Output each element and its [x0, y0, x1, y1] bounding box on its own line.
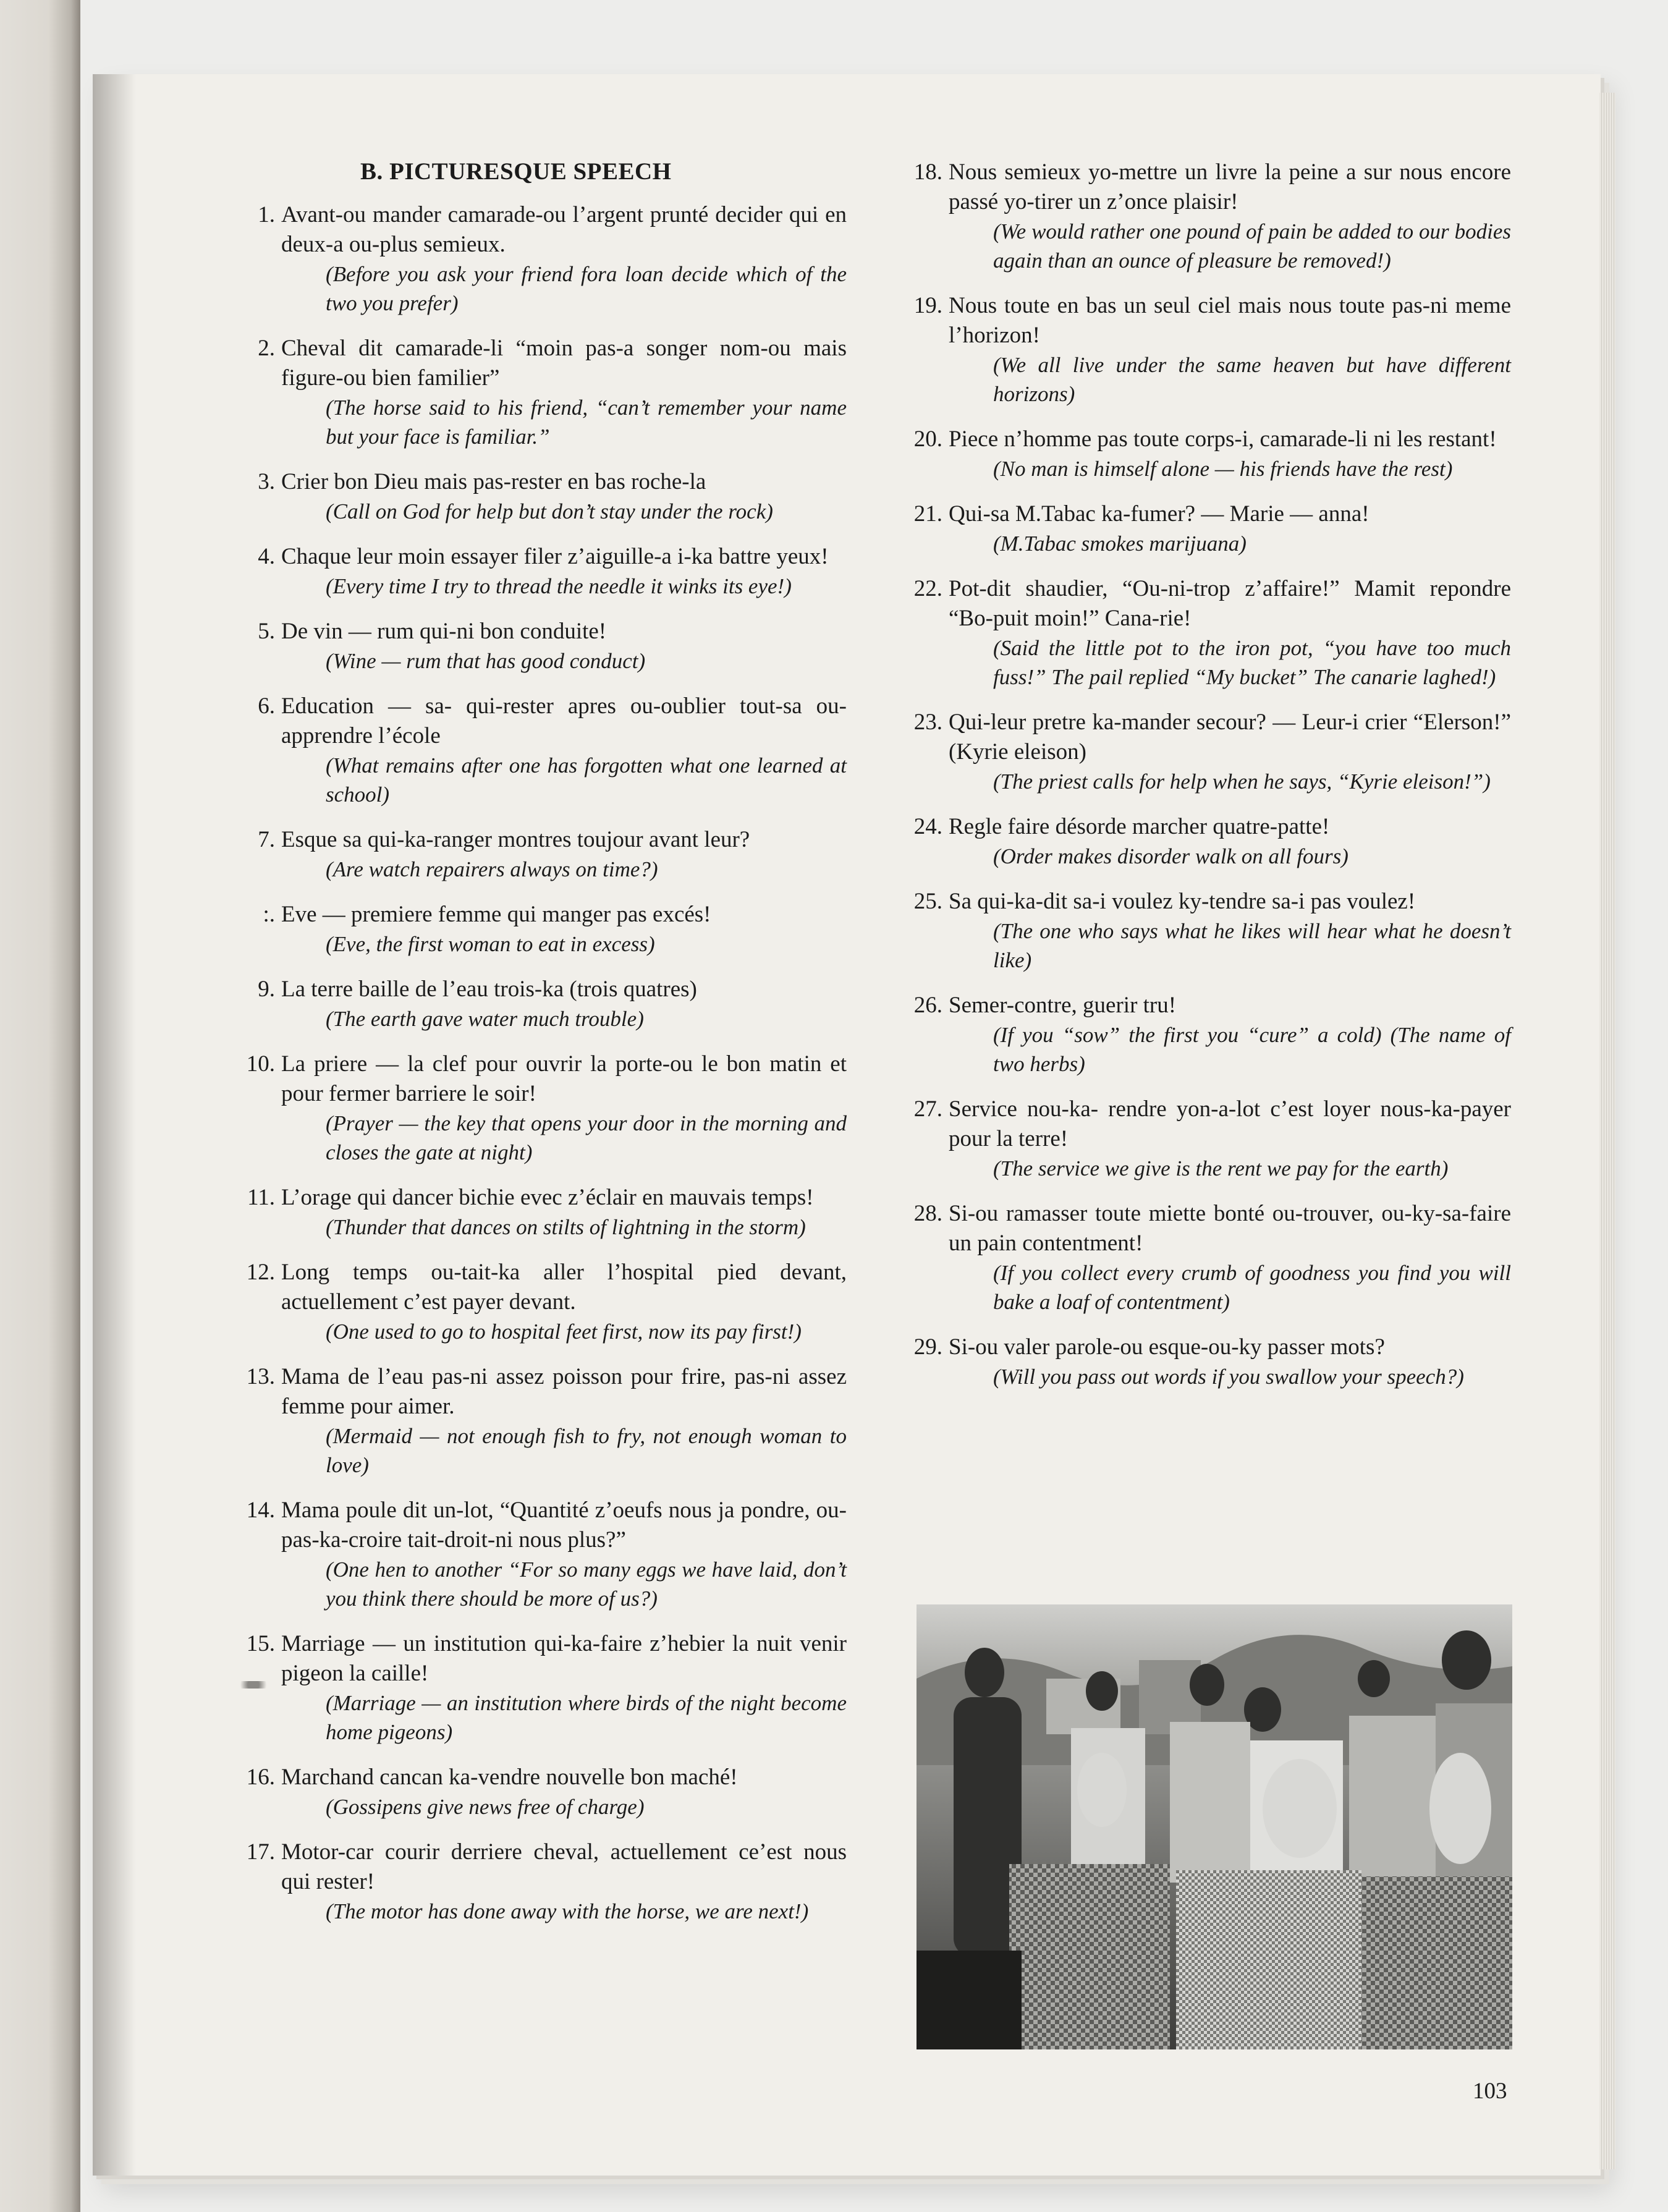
proverb-number: 2. [258, 336, 275, 361]
proverb-english-translation: (Eve, the first woman to eat in excess) [326, 932, 655, 956]
left-column [226, 158, 847, 1942]
proverb-entry [226, 1837, 847, 1926]
proverb-creole-text: L’orage qui dancer bichie evec z’éclair en mauvais temps! [281, 1185, 814, 1210]
proverb-english-translation: (Said the little pot to the iron pot, “you have too much fuss!” The pail replied “My bucket” The canarie laghed!) [993, 636, 1511, 689]
proverb-creole-text: Avant-ou mander camarade-ou l’argent prunté decider qui en deux-a ou-plus semieux. [281, 202, 847, 257]
proverb-english-translation: (One used to go to hospital feet first, now its pay first!) [326, 1320, 802, 1344]
proverb-creole-text: Esque sa qui-ka-ranger montres toujour avant leur? [281, 827, 750, 852]
proverb-list-left [226, 200, 847, 1926]
proverb-english-translation: (Thunder that dances on stilts of lightning in the storm) [326, 1215, 806, 1239]
proverb-english-translation: (Marriage — an institution where birds of the night become home pigeons) [326, 1691, 847, 1744]
proverb-creole-text: La terre baille de l’eau trois-ka (trois quatres) [281, 977, 697, 1002]
proverb-entry [893, 499, 1511, 558]
proverb-creole-text: Nous toute en bas un seul ciel mais nous toute pas-ni meme l’horizon! [949, 293, 1511, 348]
proverb-number: 13. [246, 1364, 275, 1389]
proverb-number: 1. [258, 202, 275, 227]
proverb-creole-text: Service nou-ka- rendre yon-a-lot c’est loyer nous-ka-payer pour la terre! [949, 1096, 1511, 1151]
proverb-english-translation: (Are watch repairers always on time?) [326, 857, 658, 881]
proverb-entry [226, 900, 847, 959]
proverb-entry [893, 1199, 1511, 1316]
proverb-number: 7. [258, 827, 275, 852]
proverb-number: 10. [246, 1051, 275, 1077]
proverb-english-translation: (Wine — rum that has good conduct) [326, 649, 646, 673]
proverb-creole-text: Cheval dit camarade-li “moin pas-a songer nom-ou mais figure-ou bien familier” [281, 336, 847, 391]
proverb-entry [226, 825, 847, 884]
facing-page-edge [0, 0, 80, 2212]
scan-speck [235, 1681, 272, 1689]
section-title: B. PICTURESQUE SPEECH [360, 158, 672, 185]
proverb-english-translation: (We would rather one pound of pain be added to our bodies again than an ounce of pleasure be removed!) [993, 219, 1511, 273]
proverb-english-translation: (The earth gave water much trouble) [326, 1007, 644, 1031]
proverb-english-translation: (Prayer — the key that opens your door in the morning and closes the gate at night) [326, 1111, 847, 1164]
proverb-number: 14. [246, 1498, 275, 1523]
proverb-entry [226, 692, 847, 809]
proverb-number: 22. [913, 576, 942, 601]
proverb-number: 18. [913, 159, 942, 185]
proverb-creole-text: Piece n’homme pas toute corps-i, camarade-li ni les restant! [949, 426, 1497, 452]
proverb-creole-text: Marriage — un institution qui-ka-faire z’hebier la nuit venir pigeon la caille! [281, 1631, 847, 1686]
proverb-creole-text: Long temps ou-tait-ka aller l’hospital pied devant, actuellement c’est payer devant. [281, 1260, 847, 1315]
proverb-entry [226, 467, 847, 526]
proverb-english-translation: (We all live under the same heaven but have different horizons) [993, 353, 1511, 406]
proverb-number: 25. [913, 889, 942, 914]
proverb-entry [893, 1333, 1511, 1391]
proverb-english-translation: (What remains after one has forgotten what one learned at school) [326, 753, 847, 807]
proverb-creole-text: Si-ou valer parole-ou esque-ou-ky passer mots? [949, 1334, 1385, 1360]
proverb-entry [893, 1095, 1511, 1183]
proverb-number: 16. [246, 1765, 275, 1790]
proverb-entry [226, 200, 847, 318]
proverb-entry [893, 158, 1511, 275]
proverb-entry [226, 1362, 847, 1480]
proverb-creole-text: La priere — la clef pour ouvrir la porte-ou le bon matin et pour fermer barriere le soir! [281, 1051, 847, 1106]
proverb-number: 24. [913, 814, 942, 839]
proverb-entry [226, 1763, 847, 1821]
proverb-entry [226, 1629, 847, 1747]
proverb-entry [226, 542, 847, 601]
proverb-creole-text: Chaque leur moin essayer filer z’aiguille-a i-ka battre yeux! [281, 544, 829, 569]
proverb-creole-text: Motor-car courir derriere cheval, actuellement ce’est nous qui rester! [281, 1839, 847, 1894]
proverb-number: 15. [246, 1631, 275, 1656]
proverb-number: 3. [258, 469, 275, 494]
proverb-number: 26. [913, 993, 942, 1018]
proverb-english-translation: (Before you ask your friend fora loan decide which of the two you prefer) [326, 262, 847, 315]
proverb-english-translation: (If you collect every crumb of goodness you find you will bake a loaf of contentment) [993, 1261, 1511, 1314]
proverb-number: 20. [913, 426, 942, 452]
proverb-number: 27. [913, 1096, 942, 1122]
proverb-number: 11. [247, 1185, 275, 1210]
photo [917, 1604, 1512, 2049]
proverb-creole-text: Si-ou ramasser toute miette bonté ou-trouver, ou-ky-sa-faire un pain contentment! [949, 1201, 1511, 1256]
proverb-english-translation: (One hen to another “For so many eggs we have laid, don’t you think there should be more of us?) [326, 1557, 847, 1611]
proverb-list-right [893, 158, 1511, 1391]
proverb-creole-text: Mama de l’eau pas-ni assez poisson pour frire, pas-ni assez femme pour aimer. [281, 1364, 847, 1419]
proverb-entry [226, 1258, 847, 1346]
proverb-english-translation: (Every time I try to thread the needle it winks its eye!) [326, 574, 792, 598]
proverb-english-translation: (If you “sow” the first you “cure” a cold) (The name of two herbs) [993, 1023, 1511, 1076]
proverb-english-translation: (M.Tabac smokes marijuana) [993, 532, 1247, 556]
proverb-number: 21. [913, 501, 942, 527]
proverb-creole-text: Sa qui-ka-dit sa-i voulez ky-tendre sa-i pas voulez! [949, 889, 1416, 914]
proverb-english-translation: (Will you pass out words if you swallow your speech?) [993, 1365, 1464, 1389]
proverb-number: 6. [258, 693, 275, 719]
proverb-english-translation: (The service we give is the rent we pay for the earth) [993, 1156, 1449, 1180]
proverb-creole-text: Eve — premiere femme qui manger pas excés! [281, 902, 711, 927]
proverb-creole-text: Education — sa- qui-rester apres ou-oublier tout-sa ou-apprendre l’école [281, 693, 847, 748]
page-edges [1599, 93, 1615, 2169]
proverb-creole-text: Regle faire désorde marcher quatre-patte! [949, 814, 1330, 839]
proverb-english-translation: (Order makes disorder walk on all fours) [993, 844, 1348, 868]
proverb-number: 5. [258, 619, 275, 644]
proverb-english-translation: (The priest calls for help when he says, “Kyrie eleison!”) [993, 769, 1491, 794]
proverb-entry [893, 574, 1511, 692]
proverb-entry [893, 291, 1511, 409]
proverb-entry [226, 1049, 847, 1167]
proverb-english-translation: (No man is himself alone — his friends have the rest) [993, 457, 1453, 481]
proverb-english-translation: (Gossipens give news free of charge) [326, 1795, 645, 1819]
proverb-creole-text: De vin — rum qui-ni bon conduite! [281, 619, 607, 644]
proverb-number: 28. [913, 1201, 942, 1226]
proverb-creole-text: Qui-leur pretre ka-mander secour? — Leur-i crier “Elerson!” (Kyrie eleison) [949, 710, 1511, 765]
proverb-creole-text: Mama poule dit un-lot, “Quantité z’oeufs nous ja pondre, ou-pas-ka-croire tait-droit-ni nous plus?” [281, 1498, 847, 1553]
proverb-creole-text: Crier bon Dieu mais pas-rester en bas roche-la [281, 469, 706, 494]
proverb-entry [893, 708, 1511, 796]
proverb-entry [893, 887, 1511, 975]
proverb-number: 19. [913, 293, 942, 318]
proverb-english-translation: (The horse said to his friend, “can’t remember your name but your face is familiar.” [326, 396, 847, 449]
proverb-number: 29. [913, 1334, 942, 1360]
proverb-english-translation: (The one who says what he likes will hear what he doesn’t like) [993, 919, 1511, 972]
proverb-entry [226, 1183, 847, 1242]
photo-of-dancing-crowd-icon [917, 1604, 1512, 2049]
proverb-entry [226, 617, 847, 676]
proverb-creole-text: Qui-sa M.Tabac ka-fumer? — Marie — anna! [949, 501, 1370, 527]
proverb-entry [893, 812, 1511, 871]
proverb-creole-text: Marchand cancan ka-vendre nouvelle bon maché! [281, 1765, 738, 1790]
proverb-number: 9. [258, 977, 275, 1002]
gutter-shadow [93, 74, 136, 2176]
right-column [893, 158, 1511, 1407]
proverb-english-translation: (Call on God for help but don’t stay under the rock) [326, 499, 773, 523]
proverb-number: 17. [246, 1839, 275, 1865]
proverb-number: 12. [246, 1260, 275, 1285]
proverb-number: :. [263, 902, 275, 927]
proverb-creole-text: Semer-contre, guerir tru! [949, 993, 1177, 1018]
proverb-creole-text: Nous semieux yo-mettre un livre la peine a sur nous encore passé yo-tirer un z’once plaisir! [949, 159, 1511, 214]
proverb-creole-text: Pot-dit shaudier, “Ou-ni-trop z’affaire!” Mamit repondre “Bo-puit moin!” Cana-rie! [949, 576, 1511, 631]
proverb-entry [226, 334, 847, 451]
proverb-english-translation: (Mermaid — not enough fish to fry, not enough woman to love) [326, 1424, 847, 1477]
proverb-english-translation: (The motor has done away with the horse, we are next!) [326, 1899, 809, 1923]
proverb-entry [226, 1496, 847, 1613]
page-number: 103 [1473, 2079, 1507, 2104]
proverb-entry [893, 991, 1511, 1078]
proverb-entry [226, 975, 847, 1033]
proverb-number: 23. [913, 710, 942, 735]
proverb-entry [893, 425, 1511, 483]
proverb-number: 4. [258, 544, 275, 569]
